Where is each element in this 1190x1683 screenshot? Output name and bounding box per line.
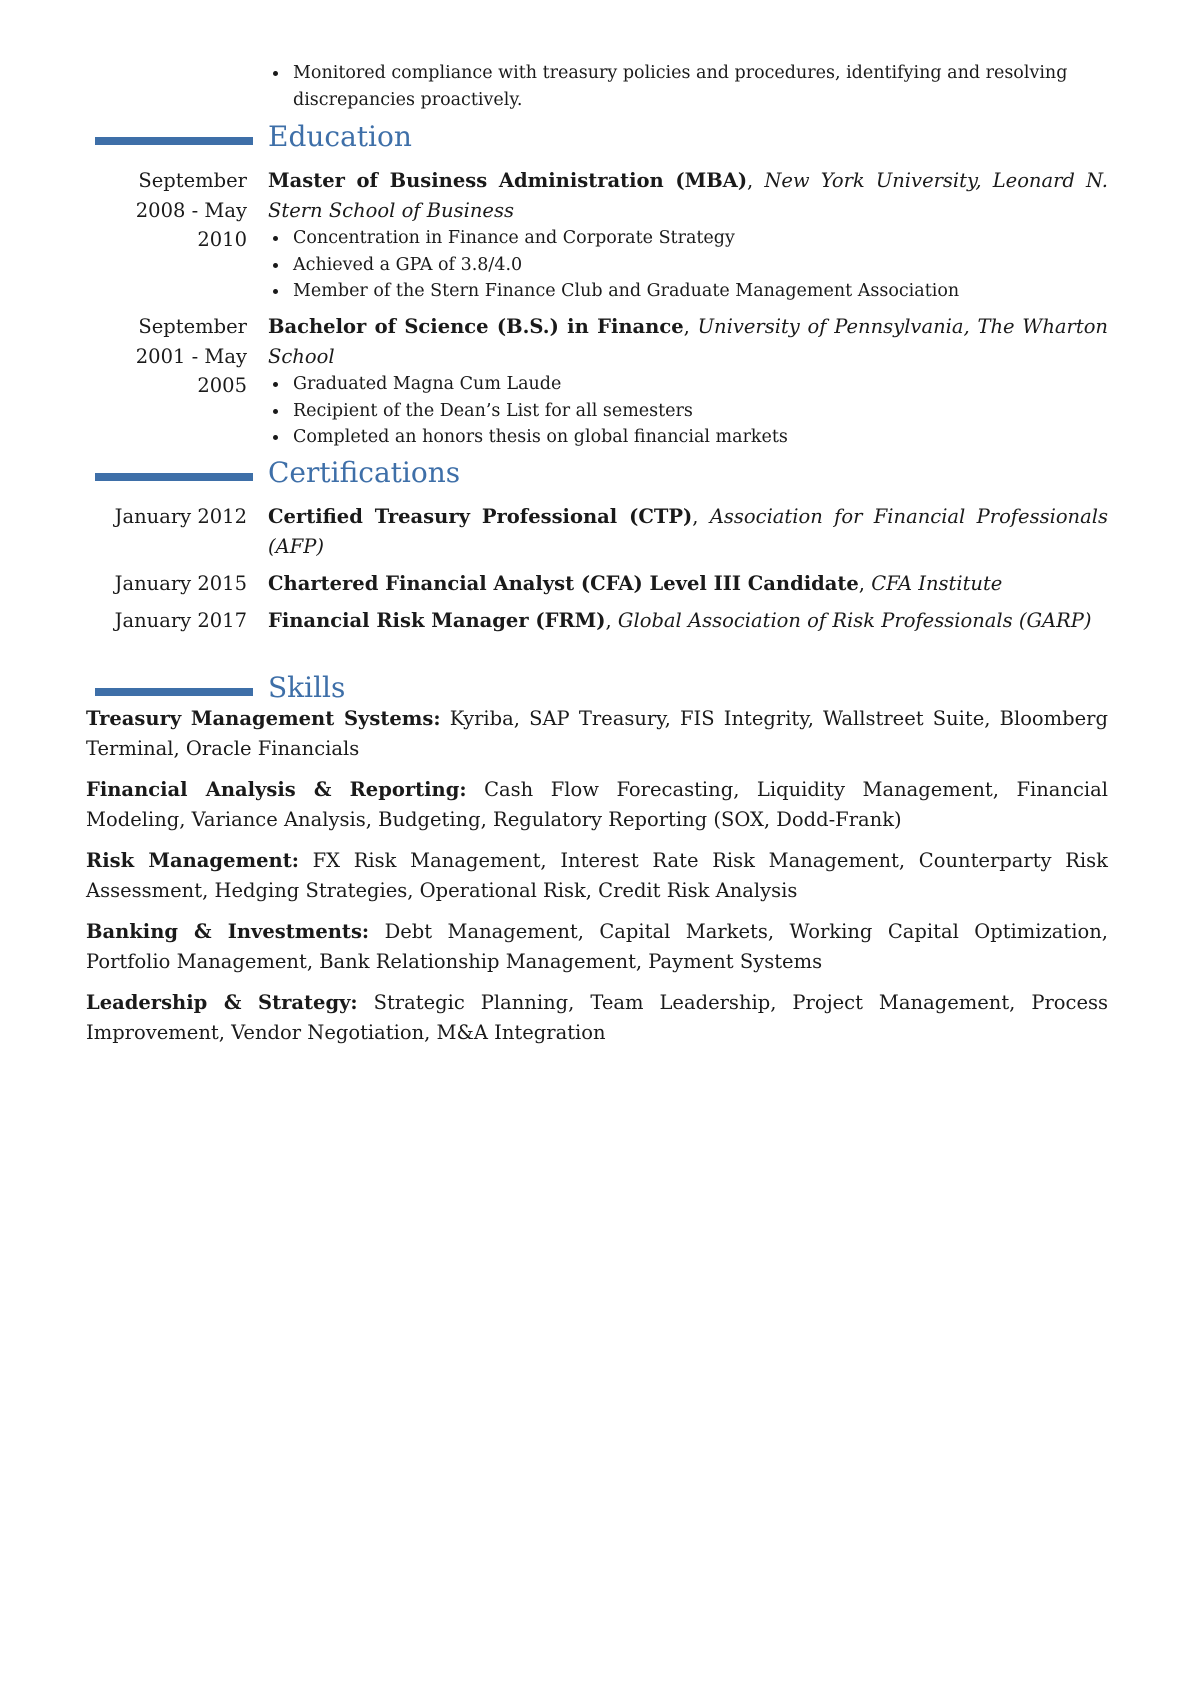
school-name: New York University, Leonard N. Stern School of Business bbox=[268, 169, 1109, 222]
entry-headline bbox=[268, 502, 1108, 561]
separator: , bbox=[683, 315, 698, 338]
skill-text: Debt Management, Capital Markets, Working Capital Optimization, Portfolio Management, Bank Relationship Management, Payment Systems bbox=[86, 920, 1108, 973]
skill-label: Treasury Management Systems: bbox=[86, 707, 441, 730]
skill-item bbox=[86, 775, 1108, 834]
skill-item bbox=[86, 704, 1108, 763]
issuer-name: CFA Institute bbox=[871, 572, 1003, 595]
skill-label: Banking & Investments: bbox=[86, 920, 370, 943]
certifications-section-header bbox=[0, 456, 1190, 502]
skill-text: Kyriba, SAP Treasury, FIS Integrity, Wallstreet Suite, Bloomberg Terminal, Oracle Financials bbox=[86, 707, 1108, 760]
entry-date: September 2001 - May 2005 bbox=[135, 315, 247, 397]
degree-title: Master of Business Administration (MBA) bbox=[268, 169, 748, 192]
section-bar bbox=[95, 137, 253, 145]
skills-list bbox=[86, 704, 1108, 1059]
separator: , bbox=[692, 505, 710, 528]
separator: , bbox=[605, 609, 618, 632]
entry-date: January 2015 bbox=[114, 572, 247, 595]
separator: , bbox=[858, 572, 872, 595]
certification-name: Certified Treasury Professional (CTP) bbox=[268, 505, 693, 528]
entry-bullets bbox=[268, 225, 1108, 305]
degree-title: Bachelor of Science (B.S.) in Finance bbox=[268, 315, 684, 338]
skill-item bbox=[86, 846, 1108, 905]
skill-label: Leadership & Strategy: bbox=[86, 991, 358, 1014]
skills-title: Skills bbox=[268, 671, 346, 704]
entry-date: January 2017 bbox=[114, 609, 247, 632]
entry-headline bbox=[268, 312, 1108, 371]
section-bar bbox=[95, 473, 253, 481]
skill-text: Cash Flow Forecasting, Liquidity Management, Financial Modeling, Variance Analysis, Budgeting, Regulatory Reporting (SOX, Dodd-Frank) bbox=[86, 778, 1108, 831]
entry-body bbox=[268, 502, 1108, 561]
experience-continuation bbox=[268, 60, 1090, 113]
issuer-name: Global Association of Risk Professionals (GARP) bbox=[617, 609, 1092, 632]
skill-item bbox=[86, 917, 1108, 976]
entry-bullet: Achieved a GPA of 3.8/4.0 bbox=[268, 252, 1108, 279]
entry-headline bbox=[268, 166, 1108, 225]
entry-date: January 2012 bbox=[114, 505, 247, 528]
experience-bullets bbox=[268, 60, 1090, 113]
certifications-title: Certifications bbox=[268, 456, 461, 489]
entry-bullet: Member of the Stern Finance Club and Graduate Management Association bbox=[268, 278, 1108, 305]
entry-bullets bbox=[268, 371, 1108, 451]
entry-body bbox=[268, 569, 1108, 599]
separator: , bbox=[747, 169, 765, 192]
experience-bullet: Monitored compliance with treasury policies and procedures, identifying and resolving discrepancies proactively. bbox=[268, 60, 1090, 113]
skill-text: FX Risk Management, Interest Rate Risk Management, Counterparty Risk Assessment, Hedging Strategies, Operational Risk, Credit Risk Analysis bbox=[86, 849, 1108, 902]
certification-name: Chartered Financial Analyst (CFA) Level III Candidate bbox=[268, 572, 859, 595]
issuer-name: Association for Financial Professionals (AFP) bbox=[268, 505, 1108, 558]
skill-label: Financial Analysis & Reporting: bbox=[86, 778, 467, 801]
entry-headline bbox=[268, 606, 1108, 636]
entry-bullet: Recipient of the Dean’s List for all semesters bbox=[268, 398, 1108, 425]
entry-bullet: Graduated Magna Cum Laude bbox=[268, 371, 1108, 398]
school-name: University of Pennsylvania, The Wharton School bbox=[268, 315, 1108, 368]
skill-item bbox=[86, 988, 1108, 1047]
certification-name: Financial Risk Manager (FRM) bbox=[268, 609, 606, 632]
section-bar bbox=[95, 688, 253, 696]
entry-bullet: Concentration in Finance and Corporate Strategy bbox=[268, 225, 1108, 252]
entry-body bbox=[268, 166, 1108, 305]
entry-date: September 2008 - May 2010 bbox=[135, 169, 247, 251]
education-section-header bbox=[0, 120, 1190, 166]
education-title: Education bbox=[268, 120, 412, 153]
entry-body bbox=[268, 312, 1108, 451]
skill-text: Strategic Planning, Team Leadership, Project Management, Process Improvement, Vendor Negotiation, M&A Integration bbox=[86, 991, 1109, 1044]
entry-headline bbox=[268, 569, 1108, 599]
entry-bullet: Completed an honors thesis on global financial markets bbox=[268, 424, 1108, 451]
skill-label: Risk Management: bbox=[86, 849, 299, 872]
entry-body bbox=[268, 606, 1108, 636]
